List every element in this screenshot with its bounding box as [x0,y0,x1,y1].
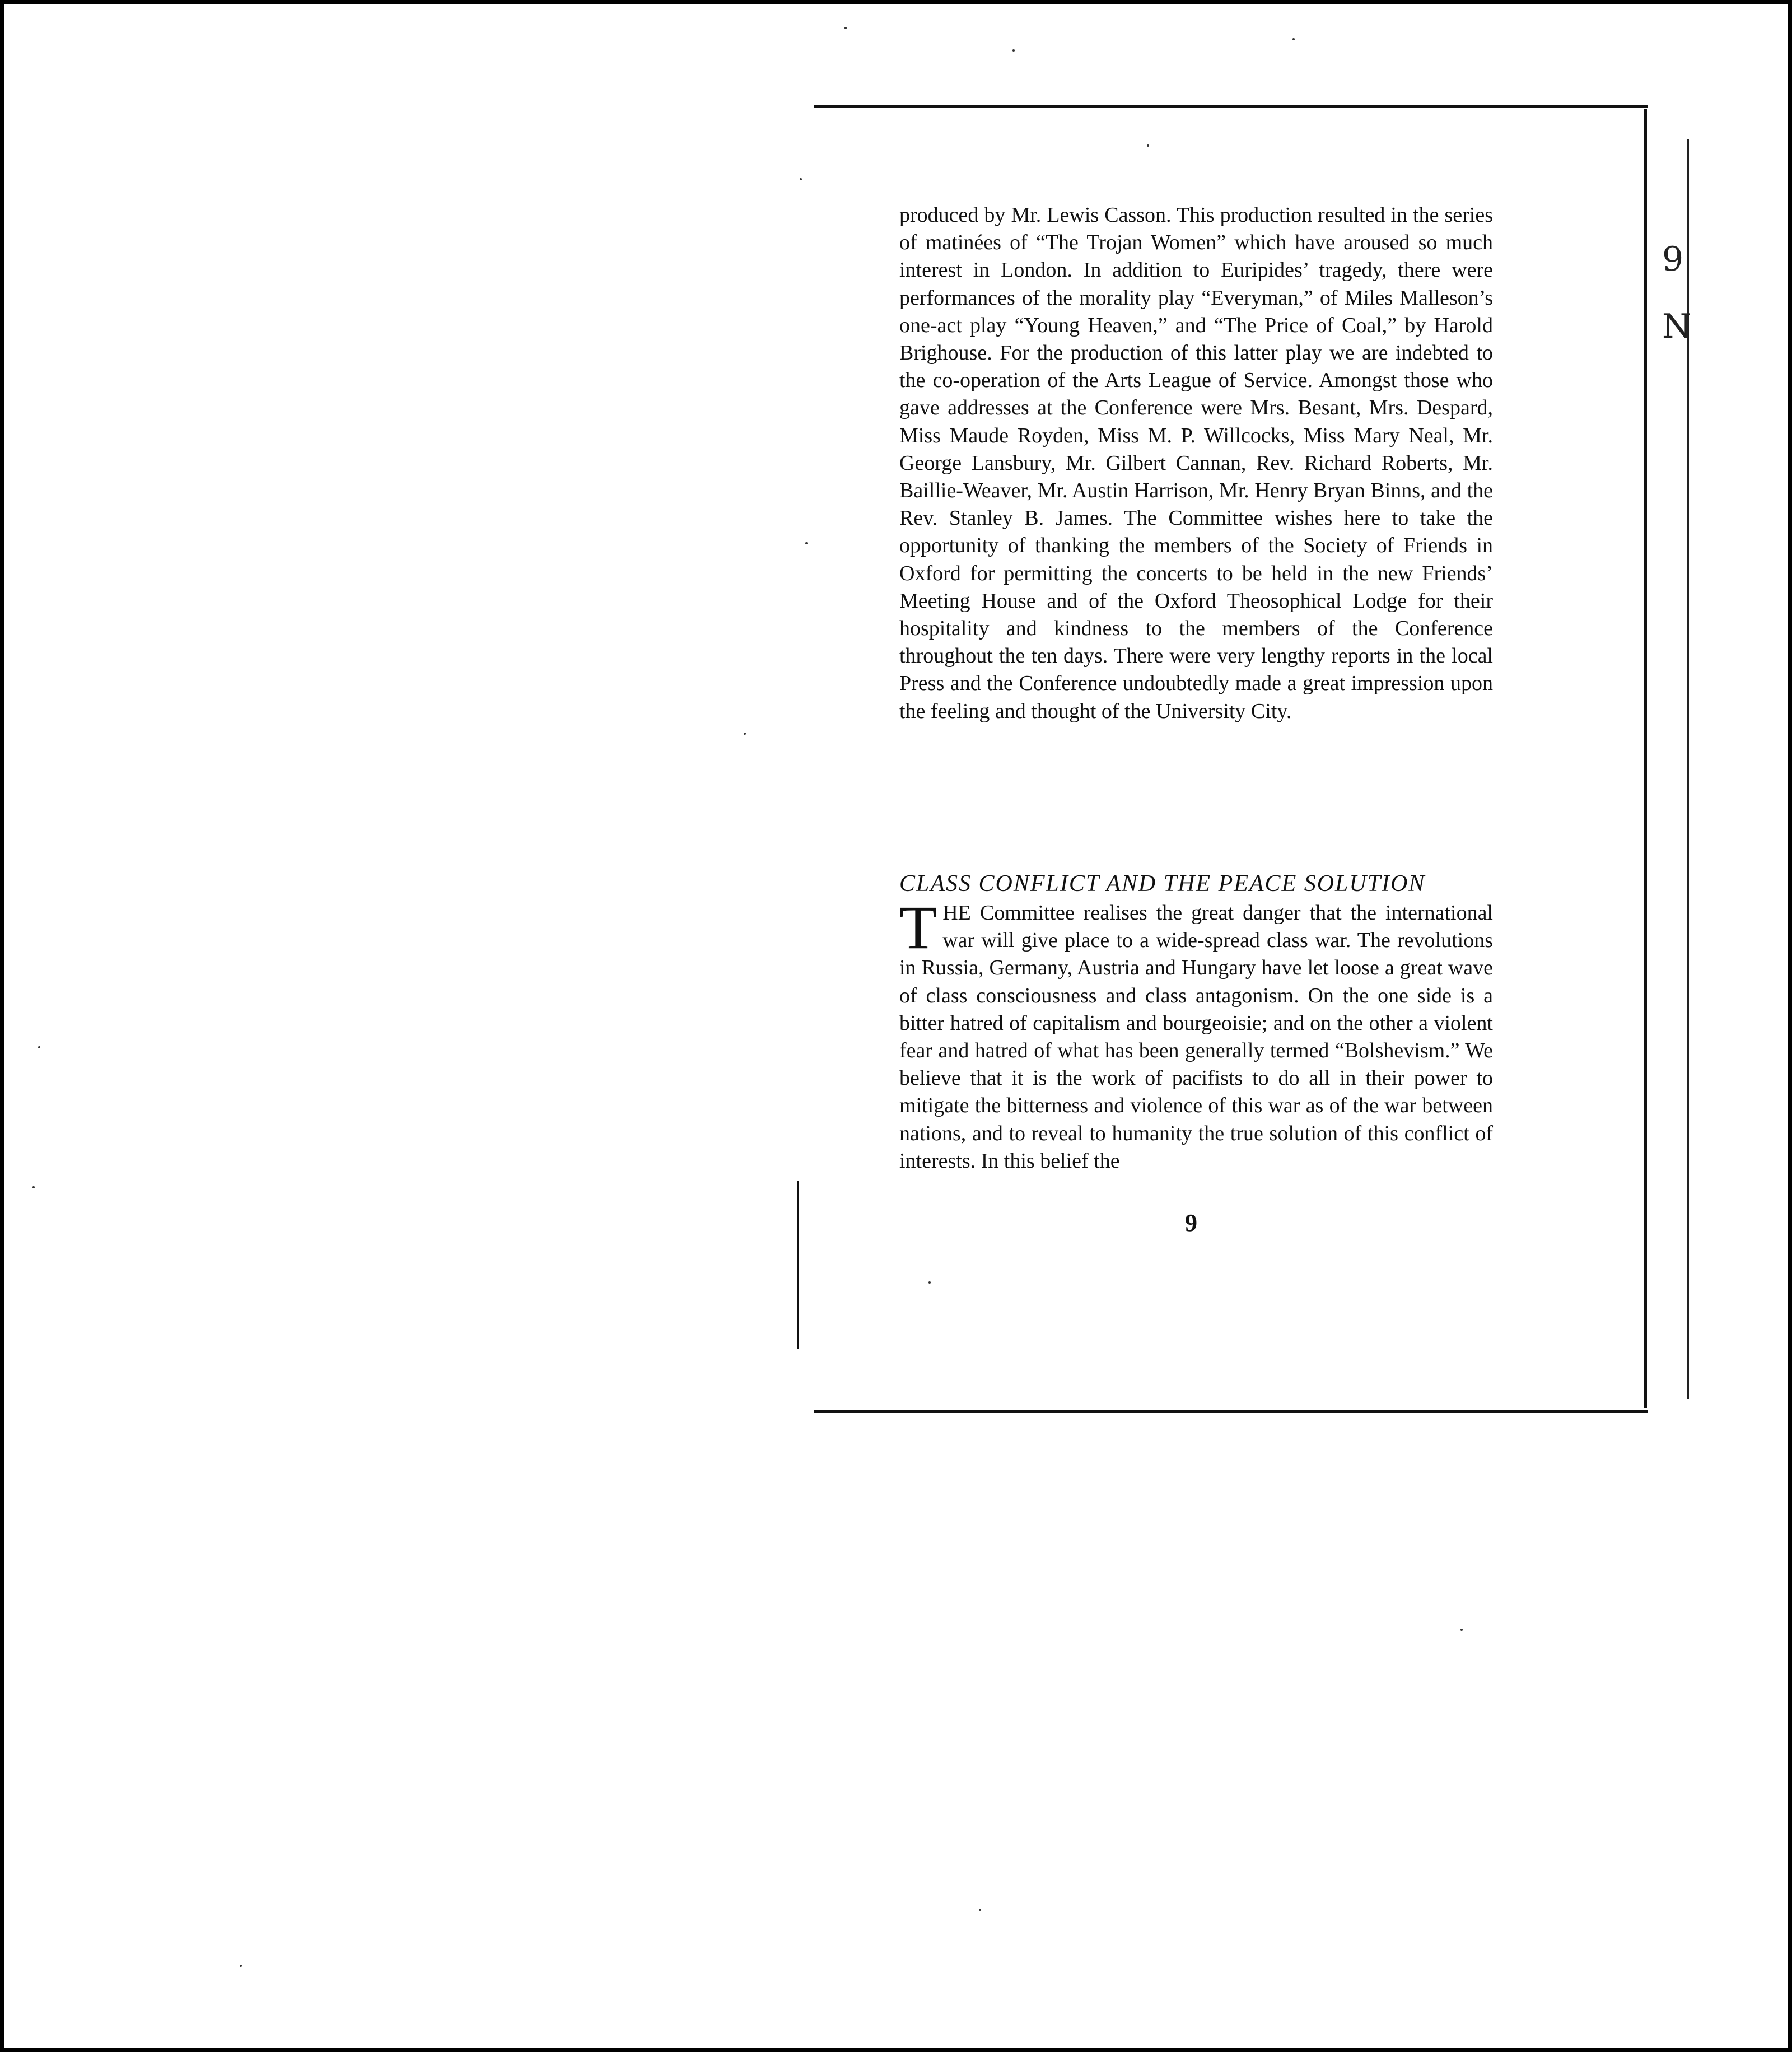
margin-mark: N [1662,307,1692,346]
scanned-page [4,4,1788,2048]
margin-mark: 9 [1662,240,1684,279]
section-paragraph: HE Committee realises the great danger that the international war will give place to a wide-spread class war. The revolutions in Russia, Germany, Austria and Hungary have let loose a great wave of class consciousness and class antagonism. On the one side is a bitter hatred of capitalism and bourgeoisie; and on the other a violent fear and hatred of what has been generally termed “Bolshevism.” We believe that it is the work of pacifists to do all in their power to mitigate the bitterness and violence of this war as of the war between nations, and to reveal to humanity the true solution of this conflict of interests. In this belief the [899,901,1493,1173]
section-heading: CLASS CONFLICT AND THE PEACE SOLUTION [899,871,1426,897]
scan-speck [240,1965,242,1967]
scan-speck [32,1186,35,1188]
page-edge-top [814,105,1648,108]
drop-cap: T [899,893,937,962]
scan-speck [1012,49,1015,52]
scan-speck [979,1909,981,1911]
scan-speck [1460,1629,1463,1631]
scan-speck [805,542,808,544]
body-text [899,202,1493,725]
page-edge-right [1644,109,1647,1408]
page-edge-bottom [814,1410,1648,1413]
scan-speck [844,27,847,29]
scan-speck [800,178,802,180]
page-number: 9 [1185,1209,1197,1237]
scan-speck [38,1046,40,1048]
scan-speck [744,733,746,735]
page-edge-left [797,1181,799,1349]
section-body [899,893,1493,1175]
scan-speck [1147,144,1149,147]
scan-speck [1292,38,1295,40]
scan-speck [928,1281,931,1284]
paragraph: produced by Mr. Lewis Casson. This production resulted in the series of matinées of “The Trojan Women” which have aroused so much interest in London. In addition to Euripides’ tragedy, there were performances of the morality play “Everyman,” of Miles Malleson’s one-act play “Young Heaven,” and “The Price of Coal,” by Harold Brighouse. For the production of this latter play we are indebted to the co-operation of the Arts League of Service. Amongst those who gave addresses at the Conference were Mrs. Besant, Mrs. Despard, Miss Maude Royden, Miss M. P. Willcocks, Miss Mary Neal, Mr. George Lansbury, Mr. Gilbert Cannan, Rev. Richard Roberts, Mr. Baillie-Weaver, Mr. Austin Harrison, Mr. Henry Bryan Binns, and the Rev. Stanley B. James. The Committee wishes here to take the opportunity of thanking the members of the Society of Friends in Oxford for permitting the concerts to be held in the new Friends’ Meeting House and of the Oxford Theosophical Lodge for their hospitality and kindness to the members of the Conference throughout the ten days. There were very lengthy reports in the local Press and the Conference undoubtedly made a great impression upon the feeling and thought of the University City. [899,203,1493,723]
